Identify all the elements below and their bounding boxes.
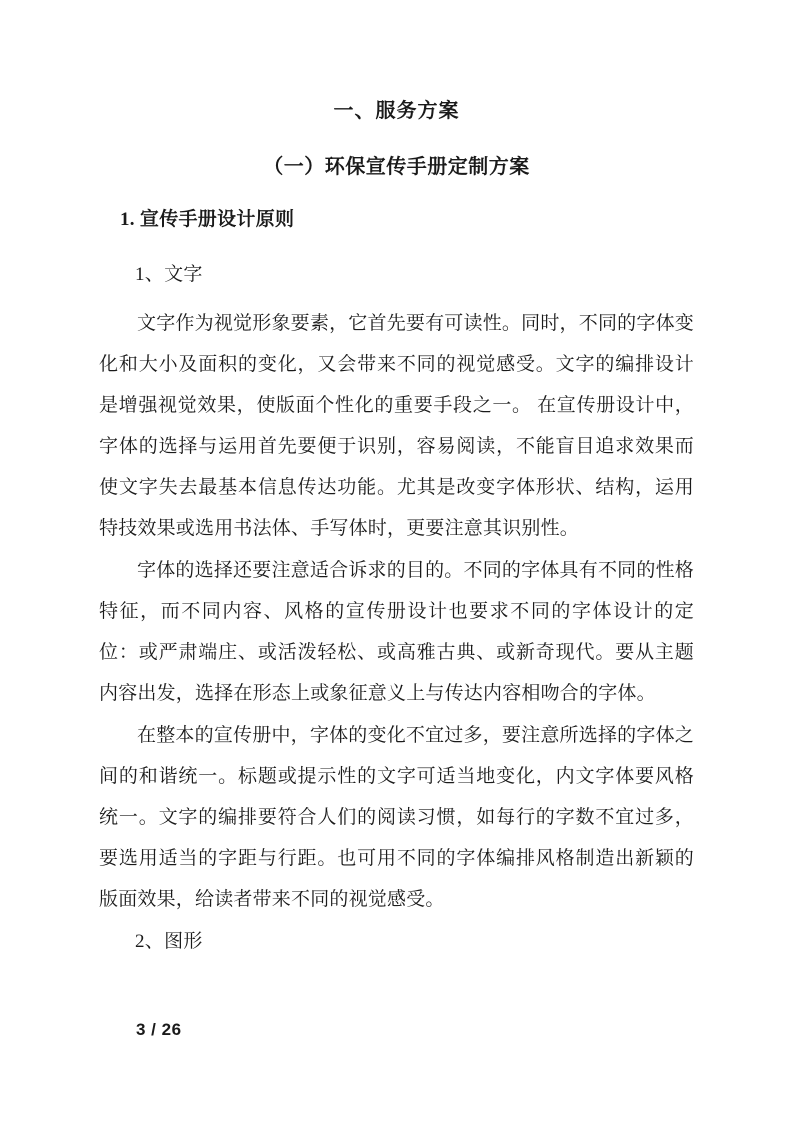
body-paragraph: 在整本的宣传册中，字体的变化不宜过多，要注意所选择的字体之间的和谐统一。标题或提示性的文字可适当地变化，内文字体要风格统一。文字的编排要符合人们的阅读习惯，如每行的字数不宜过多，要选用适当的字距与行距。也可用不同的字体编排风格制造出新颖的版面效果，给读者带来不同的视觉感受。 xyxy=(99,725,694,910)
list-item-graphics: 2、图形 xyxy=(135,931,203,952)
document-content xyxy=(99,96,694,970)
list-item-text: 1、文字 xyxy=(135,264,203,285)
page-number: 3 / 26 xyxy=(136,1020,182,1039)
section-heading-service-plan: 一、服务方案 xyxy=(333,100,460,122)
body-paragraph: 字体的选择还要注意适合诉求的目的。不同的字体具有不同的性格特征，而不同内容、风格的宣传册设计也要求不同的字体设计的定位：或严肃端庄、或活泼轻松、或高雅古典、或新奇现代。要从主题内容出发，选择在形态上或象征意义上与传达内容相吻合的字体。 xyxy=(99,560,694,704)
subsection-heading-brochure-plan: （一）环保宣传手册定制方案 xyxy=(263,156,530,178)
subsection-heading-design-principles: 1. 宣传手册设计原则 xyxy=(120,209,295,230)
body-paragraph: 文字作为视觉形象要素，它首先要有可读性。同时，不同的字体变化和大小及面积的变化，又会带来不同的视觉感受。文字的编排设计是增强视觉效果，使版面个性化的重要手段之一。 在宣传册设计中，字体的选择与运用首先要便于识别，容易阅读，不能盲目追求效果而使文字失去最基本信息传达功能。尤其是改变字体形状、结构，运用特技效果或选用书法体、手写体时，更要注意其识别性。 xyxy=(99,313,694,539)
